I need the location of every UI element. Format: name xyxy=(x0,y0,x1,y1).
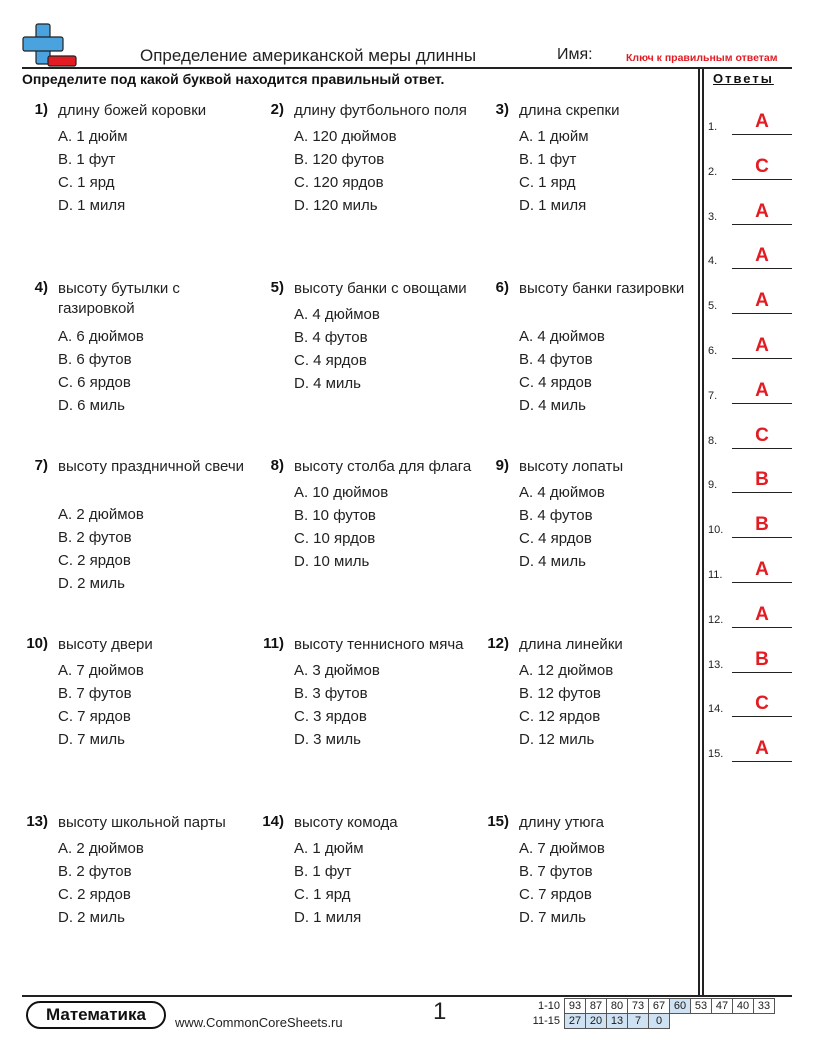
answer-value: A xyxy=(755,111,769,132)
question-block xyxy=(258,457,494,607)
answer-blank-line xyxy=(732,716,792,717)
score-cell: 73 xyxy=(628,999,649,1014)
question-number: 11) xyxy=(263,635,284,652)
question-block xyxy=(483,279,719,429)
question-block xyxy=(22,813,258,963)
answer-number: 6. xyxy=(708,345,718,357)
answer-option: A. 3 дюймов xyxy=(294,662,380,679)
answer-value: A xyxy=(755,603,769,625)
site-link[interactable]: www.CommonCoreSheets.ru xyxy=(175,1015,343,1030)
answer-option: A. 4 дюймов xyxy=(519,328,605,345)
question-text: длину футбольного поля xyxy=(294,102,467,119)
answer-option: C. 7 ярдов xyxy=(519,886,592,903)
question-text: высоту лопаты xyxy=(519,458,624,475)
answer-value: B xyxy=(755,514,769,536)
question-options xyxy=(58,503,144,595)
answer-option: D. 7 миль xyxy=(519,909,586,926)
answer-option: A. 4 дюймов xyxy=(519,484,605,501)
question-text: высоту двери xyxy=(58,636,153,653)
question-text: высоту праздничной свечи xyxy=(58,458,245,475)
answer-blank-line xyxy=(732,672,792,673)
question-options xyxy=(58,659,144,751)
answer-value: A xyxy=(755,290,769,312)
answer-blank-line xyxy=(732,358,792,359)
answer-number: 1. xyxy=(708,121,718,133)
answer-option: A. 1 дюйм xyxy=(294,840,364,857)
answer-row xyxy=(708,111,794,135)
answer-row xyxy=(708,604,794,628)
answer-option: B. 1 фут xyxy=(294,863,352,880)
answer-blank-line xyxy=(732,537,792,538)
question-number: 14) xyxy=(262,813,284,830)
answer-option: A. 12 дюймов xyxy=(519,662,614,679)
answer-number: 12. xyxy=(708,613,724,626)
answer-row xyxy=(708,201,794,225)
question-number: 4) xyxy=(34,279,48,296)
answer-blank-line xyxy=(732,492,792,493)
question-number: 8) xyxy=(270,457,284,474)
answer-option: D. 6 миль xyxy=(58,397,125,414)
answer-value: A xyxy=(755,200,769,222)
question-options xyxy=(58,325,144,417)
question-options xyxy=(294,481,388,573)
answer-value: A xyxy=(755,738,769,760)
page-number: 1 xyxy=(433,998,447,1025)
answer-option: B. 3 футов xyxy=(294,685,368,702)
answer-row xyxy=(708,693,794,717)
header-divider xyxy=(22,67,792,69)
answer-number: 8. xyxy=(708,434,718,447)
question-text: высоту комода xyxy=(294,814,398,831)
question-block xyxy=(483,635,719,785)
answer-option: D. 2 миль xyxy=(58,575,125,592)
score-cell-empty xyxy=(691,1014,712,1029)
answer-row xyxy=(708,514,794,538)
question-options xyxy=(519,325,605,417)
answer-option: B. 4 футов xyxy=(519,351,593,368)
answer-value: A xyxy=(755,559,769,580)
question-block xyxy=(22,279,258,429)
question-block xyxy=(22,101,258,251)
answer-value: B xyxy=(755,469,769,491)
score-cell: 7 xyxy=(628,1014,649,1029)
answer-option: C. 1 ярд xyxy=(519,174,576,191)
answer-option: C. 4 ярдов xyxy=(519,530,592,547)
answer-blank-line xyxy=(732,448,792,449)
score-cell: 53 xyxy=(691,999,712,1014)
question-options xyxy=(58,125,128,217)
question-number: 6) xyxy=(495,279,509,296)
answer-option: B. 1 фут xyxy=(519,151,577,168)
score-cell: 80 xyxy=(607,999,628,1014)
answer-option: A. 7 дюймов xyxy=(519,840,605,857)
question-text: высоту банки с овощами xyxy=(294,280,467,297)
answer-row xyxy=(708,380,794,404)
answer-row xyxy=(708,738,794,762)
question-block xyxy=(22,635,258,785)
score-cell-empty xyxy=(754,1014,775,1029)
answers-title: Ответы xyxy=(713,71,774,86)
score-cell: 93 xyxy=(565,999,586,1014)
answer-value: A xyxy=(755,379,769,401)
question-options xyxy=(519,481,605,573)
answer-row xyxy=(708,156,794,180)
question-number: 5) xyxy=(270,279,284,296)
answer-option: B. 2 футов xyxy=(58,529,132,546)
answer-value: C xyxy=(755,424,769,446)
answer-number: 4. xyxy=(708,255,718,268)
answer-option: B. 4 футов xyxy=(519,507,593,524)
brand-badge: Математика xyxy=(26,1001,166,1029)
answer-number: 7. xyxy=(708,389,718,402)
question-options xyxy=(294,837,364,929)
question-text: длину божей коровки xyxy=(58,102,207,119)
answer-option: D. 1 миля xyxy=(519,197,587,214)
question-number: 1) xyxy=(34,101,48,118)
score-cell: 87 xyxy=(586,999,607,1014)
score-row xyxy=(530,1014,775,1029)
instruction-text: Определите под какой буквой находится правильный ответ. xyxy=(22,71,445,87)
answer-option: B. 4 футов xyxy=(294,329,368,346)
answer-value: A xyxy=(755,335,769,356)
question-block xyxy=(22,457,258,607)
answer-row xyxy=(708,290,794,314)
answer-value: C xyxy=(755,693,769,715)
question-text: длину утюга xyxy=(519,814,604,831)
answer-blank-line xyxy=(732,268,792,269)
answer-row xyxy=(708,469,794,493)
answer-blank-line xyxy=(732,627,792,628)
answer-option: D. 7 миль xyxy=(58,731,125,748)
answer-row xyxy=(708,649,794,673)
answer-option: D. 1 миля xyxy=(58,197,126,214)
answer-number: 13. xyxy=(708,658,724,671)
question-text: высоту бутылки с газировкой xyxy=(58,280,180,317)
worksheet-title: Определение американской меры длинны xyxy=(140,46,477,65)
question-block xyxy=(258,635,494,785)
answer-option: A. 4 дюймов xyxy=(294,306,380,323)
plus-minus-logo-icon xyxy=(22,22,78,68)
answer-number: 3. xyxy=(708,210,718,223)
question-block xyxy=(258,101,494,251)
answer-blank-line xyxy=(732,761,792,762)
score-cell: 0 xyxy=(649,1014,670,1029)
question-text: длина скрепки xyxy=(519,102,620,119)
score-row-label: 1-10 xyxy=(537,1000,560,1012)
answer-option: C. 4 ярдов xyxy=(519,374,592,391)
question-text: длина линейки xyxy=(519,636,623,653)
answer-row xyxy=(708,245,794,269)
question-options xyxy=(519,125,589,217)
answer-option: D. 4 миль xyxy=(294,375,361,392)
answer-option: C. 7 ярдов xyxy=(58,708,131,725)
answer-blank-line xyxy=(732,134,792,135)
answer-option: A. 6 дюймов xyxy=(58,328,144,345)
answer-option: B. 1 фут xyxy=(58,151,116,168)
answer-number: 10. xyxy=(708,524,724,537)
footer-divider xyxy=(22,995,792,997)
answer-option: D. 12 миль xyxy=(519,731,595,748)
answer-option: A. 7 дюймов xyxy=(58,662,144,679)
answer-option: D. 120 миль xyxy=(294,197,378,214)
score-cell-empty xyxy=(670,1014,691,1029)
answer-option: D. 3 миль xyxy=(294,731,361,748)
question-options xyxy=(294,125,397,217)
answer-option: D. 4 миль xyxy=(519,397,586,414)
score-cell: 27 xyxy=(565,1014,586,1029)
answer-option: A. 2 дюймов xyxy=(58,840,144,857)
answer-option: A. 120 дюймов xyxy=(294,128,397,145)
score-cell: 47 xyxy=(712,999,733,1014)
question-block xyxy=(483,457,719,607)
answer-option: A. 2 дюймов xyxy=(58,506,144,523)
name-label: Имя: xyxy=(557,46,593,63)
question-options xyxy=(519,659,613,751)
answer-number: 14. xyxy=(708,703,724,716)
score-row-label: 11-15 xyxy=(532,1015,560,1027)
answer-option: B. 6 футов xyxy=(58,351,132,368)
answer-option: A. 1 дюйм xyxy=(58,128,128,145)
question-block xyxy=(483,101,719,251)
answer-number: 15. xyxy=(708,748,724,761)
answer-value: B xyxy=(755,648,769,670)
answer-option: C. 12 ярдов xyxy=(519,708,601,725)
answer-blank-line xyxy=(732,179,792,180)
answer-option: B. 7 футов xyxy=(519,863,593,880)
score-cell-empty xyxy=(733,1014,754,1029)
question-number: 10) xyxy=(26,635,48,652)
score-row xyxy=(530,999,775,1014)
question-number: 13) xyxy=(26,813,48,830)
answer-option: C. 1 ярд xyxy=(294,886,351,903)
question-number: 9) xyxy=(495,457,509,474)
question-number: 7) xyxy=(34,457,48,474)
question-number: 3) xyxy=(495,101,509,118)
score-table xyxy=(530,998,775,1029)
answer-row xyxy=(708,425,794,449)
question-options xyxy=(294,303,380,395)
question-options xyxy=(519,837,605,929)
answer-option: A. 10 дюймов xyxy=(294,484,389,501)
question-text: высоту теннисного мяча xyxy=(294,636,464,653)
answer-number: 5. xyxy=(708,300,718,313)
score-cell: 60 xyxy=(670,999,691,1014)
question-text: высоту столба для флага xyxy=(294,458,472,475)
answer-option: D. 10 миль xyxy=(294,553,370,570)
question-block xyxy=(483,813,719,963)
question-text: высоту школьной парты xyxy=(58,814,226,831)
answer-row xyxy=(708,559,794,583)
question-number: 12) xyxy=(487,635,509,652)
answer-option: C. 1 ярд xyxy=(58,174,115,191)
answer-option: C. 10 ярдов xyxy=(294,530,376,547)
question-block xyxy=(258,813,494,963)
answer-option: D. 4 миль xyxy=(519,553,586,570)
question-number: 15) xyxy=(487,813,509,830)
answer-option: D. 1 миля xyxy=(294,909,362,926)
answer-option: C. 6 ярдов xyxy=(58,374,131,391)
answer-option: C. 2 ярдов xyxy=(58,552,131,569)
answer-blank-line xyxy=(732,403,792,404)
score-cell: 40 xyxy=(733,999,754,1014)
answer-blank-line xyxy=(732,582,792,583)
answer-number: 9. xyxy=(708,479,718,492)
answer-blank-line xyxy=(732,313,792,314)
question-block xyxy=(258,279,494,429)
answer-option: B. 120 футов xyxy=(294,151,385,168)
answer-option: C. 4 ярдов xyxy=(294,352,367,369)
answer-value: C xyxy=(755,155,769,177)
question-number: 2) xyxy=(270,101,284,118)
score-cell: 33 xyxy=(754,999,775,1014)
question-options xyxy=(58,837,144,929)
score-cell: 20 xyxy=(586,1014,607,1029)
question-text: высоту банки газировки xyxy=(519,280,685,297)
answer-key-label: Ключ к правильным ответам xyxy=(626,52,778,64)
score-cell-empty xyxy=(712,1014,733,1029)
answer-option: D. 2 миль xyxy=(58,909,125,926)
answer-option: B. 12 футов xyxy=(519,685,601,702)
answer-number: 11. xyxy=(708,569,723,581)
score-cell: 67 xyxy=(649,999,670,1014)
score-cell: 13 xyxy=(607,1014,628,1029)
answer-option: A. 1 дюйм xyxy=(519,128,589,145)
answer-row xyxy=(708,335,794,359)
answer-value: A xyxy=(755,245,769,267)
answer-number: 2. xyxy=(708,165,718,178)
answer-option: B. 2 футов xyxy=(58,863,132,880)
answer-option: B. 7 футов xyxy=(58,685,132,702)
answer-blank-line xyxy=(732,224,792,225)
question-options xyxy=(294,659,380,751)
answer-option: C. 3 ярдов xyxy=(294,708,367,725)
answer-option: C. 120 ярдов xyxy=(294,174,384,191)
answer-option: B. 10 футов xyxy=(294,507,376,524)
answer-option: C. 2 ярдов xyxy=(58,886,131,903)
